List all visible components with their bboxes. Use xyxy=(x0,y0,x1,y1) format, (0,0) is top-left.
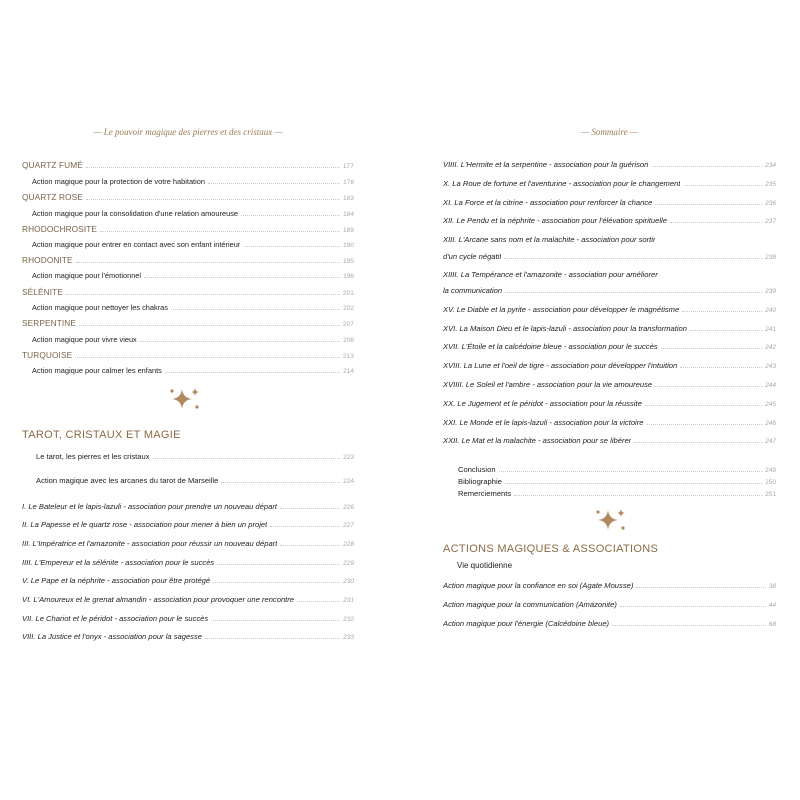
toc-entry-action[interactable]: Action magique pour entrer en contact avec son enfant intérieur 190 xyxy=(32,240,354,249)
toc-entry-action[interactable]: Action magique pour l'énergie (Calcédoine bleue) 68 xyxy=(443,619,776,628)
toc-entry-conclusion[interactable]: Conclusion 249 xyxy=(458,465,776,474)
running-head-left: — Le pouvoir magique des pierres et des cristaux — xyxy=(93,127,283,137)
toc-entry-stone[interactable]: QUARTZ FUMÉ 177 xyxy=(22,160,354,170)
toc-entry-action[interactable]: Action magique pour nettoyer les chakras 202 xyxy=(32,303,354,312)
toc-entry-arcana[interactable]: XXII. Le Mat et la malachite - association pour se libérer 247 xyxy=(443,436,776,445)
toc-entry-intro[interactable]: Action magique avec les arcanes du tarot de Marseille 224 xyxy=(36,476,354,485)
toc-entry-stone[interactable]: RHODOCHROSITE 189 xyxy=(22,224,354,234)
toc-entry-arcana[interactable]: XV. Le Diable et la pyrite - association pour développer le magnétisme 240 xyxy=(443,305,776,314)
toc-entry-arcana[interactable]: XX. Le Jugement et le péridot - association pour la réussite 245 xyxy=(443,399,776,408)
toc-entry-arcana[interactable]: VI. L'Amoureux et le grenat almandin - association pour provoquer une rencontre 231 xyxy=(22,595,354,604)
toc-entry-action[interactable]: Action magique pour la confiance en soi (Agate Mousse) 38 xyxy=(443,581,776,590)
section-title-tarot: TAROT, CRISTAUX ET MAGIE xyxy=(22,429,181,441)
toc-entry-action[interactable]: Action magique pour la consolidation d'une relation amoureuse 184 xyxy=(32,209,354,218)
toc-entry-arcana[interactable]: VIIII. L'Hermite et la serpentine - association pour la guérison 234 xyxy=(443,160,776,169)
toc-entry-arcana[interactable]: XXI. Le Monde et le lapis-lazuli - association pour la victoire 246 xyxy=(443,418,776,427)
toc-entry-action[interactable]: Action magique pour la communication (Amazonite) 44 xyxy=(443,600,776,609)
toc-entry-arcana-line2[interactable]: d'un cycle négatif 238 xyxy=(443,252,776,261)
toc-entry-action[interactable]: Action magique pour vivre vieux 208 xyxy=(32,335,354,344)
toc-entry-action[interactable]: Action magique pour la protection de votre habitation 178 xyxy=(32,177,354,186)
toc-entry-action[interactable]: Action magique pour calmer les enfants 214 xyxy=(32,366,354,375)
toc-entry-arcana[interactable]: VIII. La Justice et l'onyx - association pour la sagesse 233 xyxy=(22,632,354,641)
toc-entry-intro[interactable]: Le tarot, les pierres et les cristaux 223 xyxy=(36,452,354,461)
toc-entry-arcana[interactable]: XII. Le Pendu et la néphrite - association pour l'élévation spirituelle 237 xyxy=(443,216,776,225)
sub-heading-vie-quotidienne: Vie quotidienne xyxy=(457,561,513,570)
toc-entry-bibliographie[interactable]: Bibliographie 250 xyxy=(458,477,776,486)
toc-entry-stone[interactable]: TURQUOISE 213 xyxy=(22,350,354,360)
toc-entry-arcana[interactable]: VII. Le Chariot et le péridot - association pour le succès 232 xyxy=(22,614,354,623)
toc-entry-stone[interactable]: RHODONITE 195 xyxy=(22,255,354,265)
toc-entry-stone[interactable]: SERPENTINE 207 xyxy=(22,318,354,328)
toc-entry-arcana[interactable]: X. La Roue de fortune et l'aventurine - association pour le changement 235 xyxy=(443,179,776,188)
toc-entry-action[interactable]: Action magique pour l'émotionnel 196 xyxy=(32,271,354,280)
toc-entry-arcana[interactable]: II. La Papesse et le quartz rose - association pour mener à bien un projet 227 xyxy=(22,520,354,529)
running-head-right: — Sommaire — xyxy=(581,127,638,137)
section-title-actions: ACTIONS MAGIQUES & ASSOCIATIONS xyxy=(443,543,659,555)
toc-entry-arcana[interactable]: I. Le Bateleur et le lapis-lazuli - association pour prendre un nouveau départ 226 xyxy=(22,502,354,511)
toc-entry-arcana-line1[interactable]: XIII. L'Arcane sans nom et la malachite - association pour sortir xyxy=(443,235,656,244)
toc-entry-arcana-line1[interactable]: XIIII. La Tempérance et l'amazonite - association pour améliorer xyxy=(443,270,658,279)
toc-entry-arcana[interactable]: III. L'Impératrice et l'amazonite - association pour réussir un nouveau départ 228 xyxy=(22,539,354,548)
toc-entry-arcana[interactable]: XVIIII. Le Soleil et l'ambre - association pour la vie amoureuse 244 xyxy=(443,380,776,389)
toc-entry-arcana[interactable]: XVII. L'Étoile et la calcédoine bleue - association pour le succès 242 xyxy=(443,342,776,351)
sparkle-ornament-icon xyxy=(166,385,202,413)
toc-entry-stone[interactable]: SÉLÉNITE 201 xyxy=(22,287,354,297)
toc-entry-arcana[interactable]: V. Le Pape et la néphrite - association pour être protégé 230 xyxy=(22,576,354,585)
toc-entry-stone[interactable]: QUARTZ ROSE 183 xyxy=(22,192,354,202)
toc-entry-arcana[interactable]: XVI. La Maison Dieu et le lapis-lazuli - association pour la transformation 241 xyxy=(443,324,776,333)
sparkle-ornament-icon xyxy=(592,506,628,534)
toc-entry-remerciements[interactable]: Remerciements 251 xyxy=(458,489,776,498)
toc-entry-arcana[interactable]: XI. La Force et la citrine - association pour renforcer la chance 236 xyxy=(443,198,776,207)
toc-entry-arcana-line2[interactable]: la communication 239 xyxy=(443,286,776,295)
toc-entry-arcana[interactable]: XVIII. La Lune et l'oeil de tigre - association pour développer l'intuition 243 xyxy=(443,361,776,370)
toc-entry-arcana[interactable]: IIII. L'Empereur et la sélénite - association pour le succès 229 xyxy=(22,558,354,567)
